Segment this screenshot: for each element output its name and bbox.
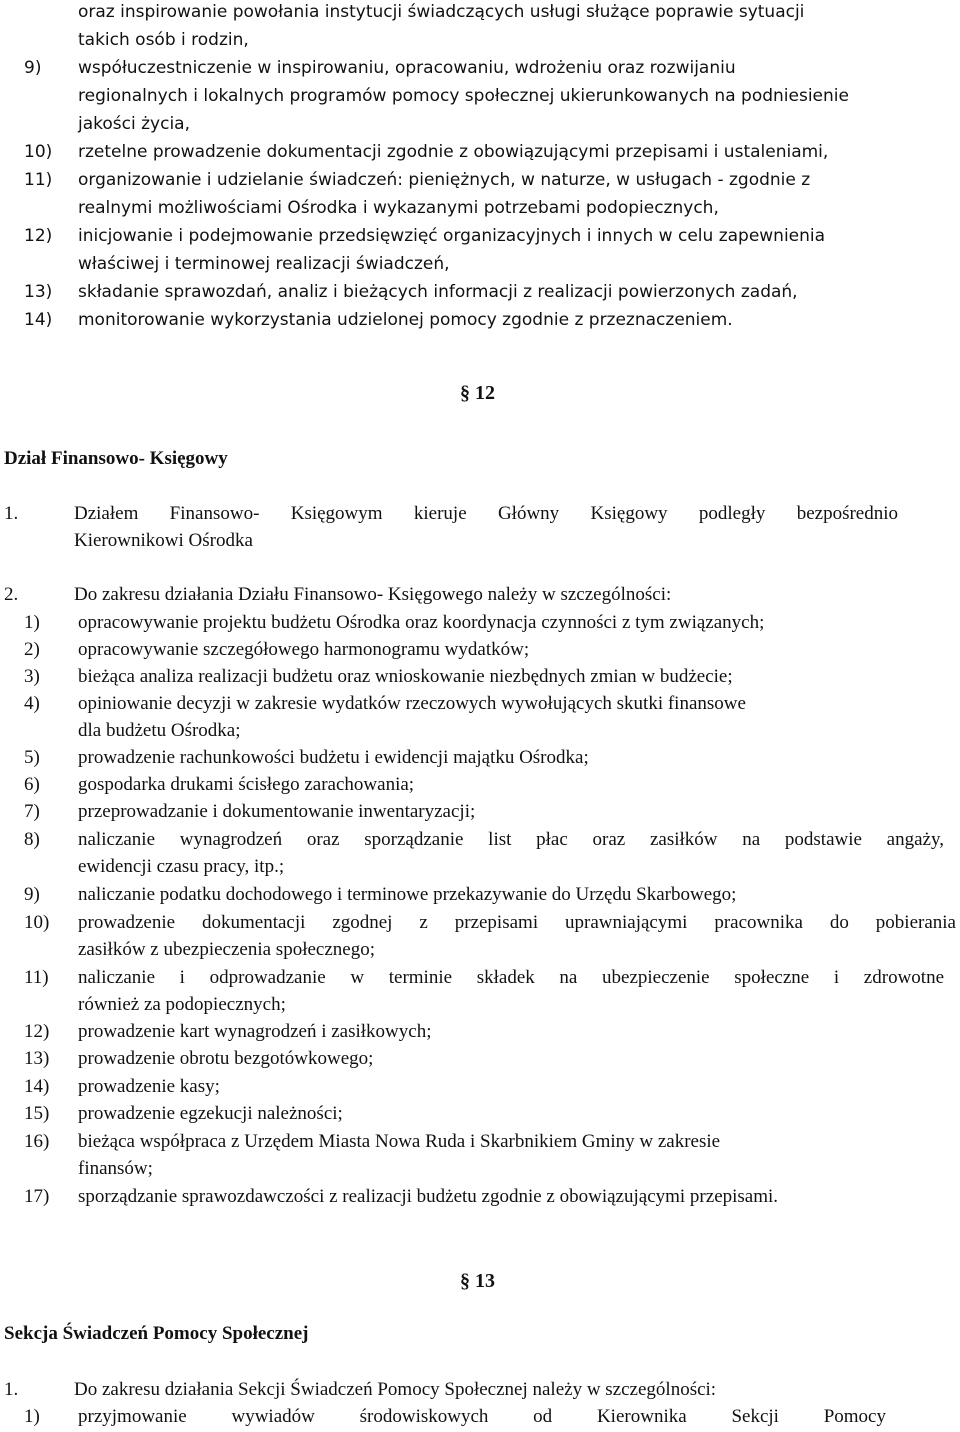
list-item-text: prowadzenie kasy; [78, 1076, 220, 1097]
list-item-number: 10) [24, 142, 53, 162]
list-item-text: gospodarka drukami ścisłego zarachowania; [78, 774, 415, 795]
list-item-number: 8) [24, 829, 40, 850]
paragraph-number: § 13 [460, 1270, 495, 1292]
list-item-text: naliczanie i odprowadzanie w terminie składek na ubezpieczenie społeczne i zdrowotne [78, 967, 944, 988]
list-item-text: realnymi możliwościami Ośrodka i wykazanymi potrzebami podopiecznych, [78, 198, 719, 218]
list-item-text: rzetelne prowadzenie dokumentacji zgodnie z obowiązującymi przepisami i ustaleniami, [78, 142, 829, 162]
list-item-text: sporządzanie sprawozdawczości z realizacji budżetu zgodnie z obowiązującymi przepisami. [78, 1186, 779, 1207]
point-text: Do zakresu działania Sekcji Świadczeń Pomocy Społecznej należy w szczególności: [74, 1379, 717, 1400]
list-item-number: 5) [24, 747, 40, 768]
list-item-number: 12) [24, 1021, 50, 1042]
section-title: Sekcja Świadczeń Pomocy Społecznej [4, 1323, 309, 1344]
list-item-text: opracowywanie szczegółowego harmonogramu wydatków; [78, 639, 530, 660]
paragraph-number: § 12 [460, 382, 495, 404]
list-item-number: 13) [24, 282, 53, 302]
list-item-text: bieżąca analiza realizacji budżetu oraz wnioskowanie niezbędnych zmian w budżecie; [78, 666, 733, 687]
list-item-text: regionalnych i lokalnych programów pomocy społecznej ukierunkowanych na podniesienie [78, 86, 849, 106]
list-item-number: 12) [24, 226, 53, 246]
point-text: Do zakresu działania Działu Finansowo- Księgowego należy w szczególności: [74, 584, 672, 605]
list-item-text: naliczanie wynagrodzeń oraz sporządzanie list płac oraz zasiłków na podstawie angaży, [78, 829, 944, 850]
list-item-text: opracowywanie projektu budżetu Ośrodka oraz koordynacja czynności z tym związanych; [78, 612, 765, 633]
list-item-text: prowadzenie obrotu bezgotówkowego; [78, 1048, 374, 1069]
list-item-number: 16) [24, 1131, 50, 1152]
list-item-number: 9) [24, 884, 40, 905]
list-item-text: dla budżetu Ośrodka; [78, 720, 241, 741]
list-item-number: 2) [24, 639, 40, 660]
list-item-text: przeprowadzanie i dokumentowanie inwentaryzacji; [78, 801, 476, 822]
list-item-text: takich osób i rodzin, [78, 30, 249, 50]
list-item-text: naliczanie podatku dochodowego i terminowe przekazywanie do Urzędu Skarbowego; [78, 884, 737, 905]
list-item-text: składanie sprawozdań, analiz i bieżących informacji z realizacji powierzonych zadań, [78, 282, 798, 302]
list-item-text: ewidencji czasu pracy, itp.; [78, 856, 285, 877]
list-item-text: finansów; [78, 1158, 153, 1179]
list-item-number: 6) [24, 774, 40, 795]
list-item-text: opiniowanie decyzji w zakresie wydatków rzeczowych wywołujących skutki finansowe [78, 693, 746, 714]
list-item-text: zasiłków z ubezpieczenia społecznego; [78, 939, 375, 960]
list-item-number: 14) [24, 310, 53, 330]
list-item-number: 3) [24, 666, 40, 687]
section-title: Dział Finansowo- Księgowy [4, 448, 228, 469]
list-item-text: przyjmowanie wywiadów środowiskowych od Kierownika Sekcji Pomocy [78, 1406, 886, 1427]
list-item-text: prowadzenie egzekucji należności; [78, 1103, 343, 1124]
list-item-text: monitorowanie wykorzystania udzielonej pomocy zgodnie z przeznaczeniem. [78, 310, 733, 330]
list-item-number: 13) [24, 1048, 50, 1069]
point-text: Działem Finansowo- Księgowym kieruje Główny Księgowy podległy bezpośrednio [74, 503, 898, 524]
list-item-text: bieżąca współpraca z Urzędem Miasta Nowa Ruda i Skarbnikiem Gminy w zakresie [78, 1131, 721, 1152]
point-number: 1. [4, 503, 19, 524]
list-item-text: prowadzenie rachunkowości budżetu i ewidencji majątku Ośrodka; [78, 747, 589, 768]
list-item-text: również za podopiecznych; [78, 994, 286, 1015]
list-item-number: 1) [24, 1406, 40, 1427]
list-item-number: 11) [24, 170, 53, 190]
list-item-text: inicjowanie i podejmowanie przedsięwzięć organizacyjnych i innych w celu zapewnienia [78, 226, 826, 246]
list-item-number: 11) [24, 967, 49, 988]
point-number: 1. [4, 1379, 19, 1400]
list-item-number: 10) [24, 912, 50, 933]
list-item-text: prowadzenie kart wynagrodzeń i zasiłkowych; [78, 1021, 432, 1042]
list-item-text: oraz inspirowanie powołania instytucji świadczących usługi służące poprawie sytuacji [78, 2, 805, 22]
list-item-number: 4) [24, 693, 40, 714]
list-item-number: 9) [24, 58, 42, 78]
point-text: Kierownikowi Ośrodka [74, 530, 253, 551]
list-item-text: współuczestniczenie w inspirowaniu, opracowaniu, wdrożeniu oraz rozwijaniu [78, 58, 736, 78]
list-item-number: 15) [24, 1103, 50, 1124]
list-item-number: 7) [24, 801, 40, 822]
list-item-number: 14) [24, 1076, 50, 1097]
list-item-number: 17) [24, 1186, 50, 1207]
list-item-number: 1) [24, 612, 40, 633]
list-item-text: prowadzenie dokumentacji zgodnej z przepisami uprawniającymi pracownika do pobierania [78, 912, 956, 933]
list-item-text: jakości życia, [78, 114, 190, 134]
point-number: 2. [4, 584, 19, 605]
list-item-text: właściwej i terminowej realizacji świadczeń, [78, 254, 450, 274]
list-item-text: organizowanie i udzielanie świadczeń: pieniężnych, w naturze, w usługach - zgodnie z [78, 170, 811, 190]
